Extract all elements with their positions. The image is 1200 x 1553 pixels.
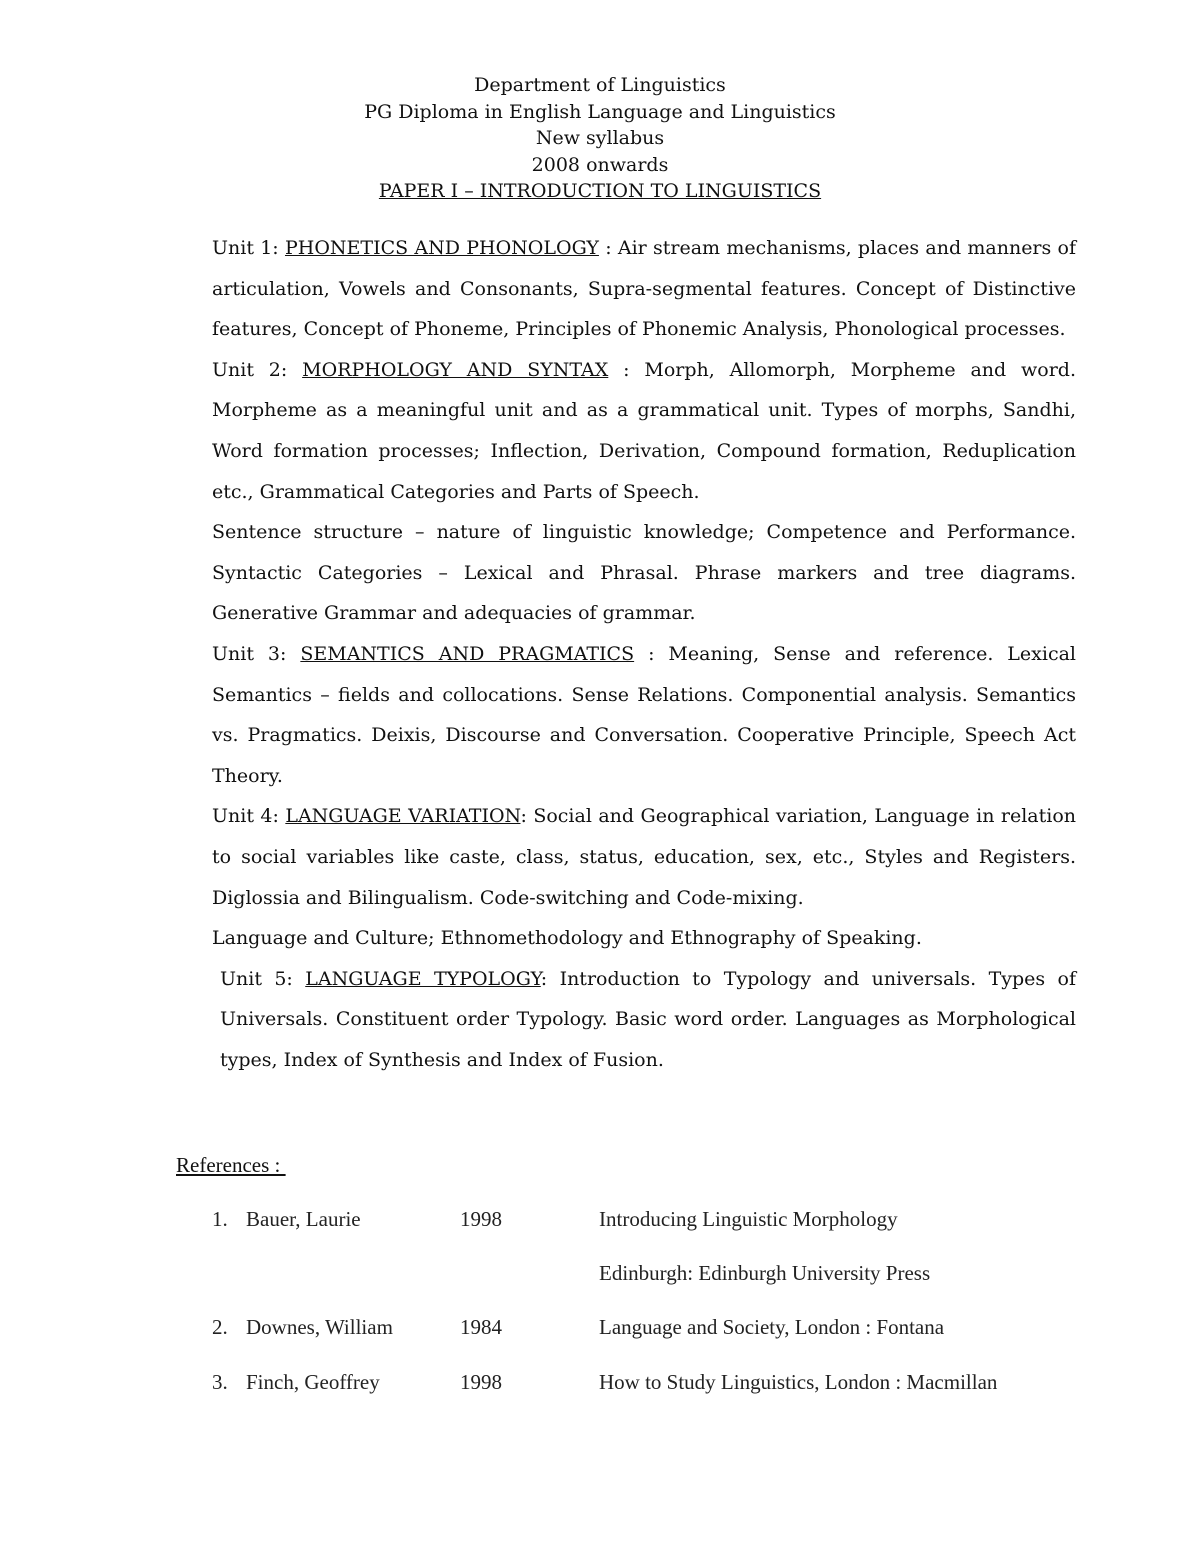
unit-1 <box>212 228 1076 350</box>
syllabus-body <box>212 228 1076 1080</box>
program-title: PG Diploma in English Language and Linguistics <box>364 100 836 123</box>
unit-4 <box>212 796 1076 918</box>
reference-number: 3. <box>212 1370 228 1394</box>
reference-year: 1998 <box>460 1207 502 1231</box>
unit-description: : Air stream mechanisms, places and manners of articulation, Vowels and Consonants, Supra-segmental features. Concept of Distinctive features, Concept of Phoneme, Principles of Phonemic Analysis, Phonological processes. <box>212 237 1077 341</box>
unit-label: Unit 1: <box>212 237 285 259</box>
year-label: 2008 onwards <box>531 153 669 176</box>
unit-2 <box>212 350 1076 512</box>
reference-author: Bauer, Laurie <box>246 1207 361 1231</box>
paper-title: PAPER I – INTRODUCTION TO LINGUISTICS <box>378 180 822 202</box>
reference-year: 1998 <box>460 1370 502 1394</box>
unit-3 <box>212 634 1076 796</box>
unit-4-continuation: Language and Culture; Ethnomethodology and Ethnography of Speaking. <box>212 927 922 950</box>
reference-item <box>0 1370 1200 1400</box>
reference-publisher: Edinburgh: Edinburgh University Press <box>599 1261 931 1285</box>
unit-label: Unit 5: <box>220 967 306 990</box>
reference-number: 1. <box>212 1207 228 1231</box>
unit-2-continuation: Sentence structure – nature of linguistic knowledge; Competence and Performance. Syntactic Categories – Lexical and Phrasal. Phrase markers and tree diagrams. Generative Grammar and adequacies of grammar. <box>212 521 1076 625</box>
unit-label: Unit 4: <box>212 805 286 828</box>
unit-title: SEMANTICS AND PRAGMATICS <box>300 642 635 665</box>
unit-description: : Meaning, Sense and reference. Lexical Semantics – fields and collocations. Sense Relations. Componential analysis. Semantics vs. Pragmatics. Deixis, Discourse and Conversation. Cooperative Principle, Speech Act Theory. <box>212 642 1077 787</box>
unit-title: MORPHOLOGY AND SYNTAX <box>302 358 609 381</box>
reference-year: 1984 <box>460 1315 502 1339</box>
unit-title: PHONETICS AND PHONOLOGY <box>284 237 599 259</box>
reference-item <box>0 1315 1200 1345</box>
reference-title: How to Study Linguistics, London : Macmillan <box>599 1370 998 1394</box>
unit-label: Unit 3: <box>212 642 301 665</box>
unit-description: : Social and Geographical variation, Language in relation to social variables like caste, class, status, education, sex, etc., Styles and Registers. Diglossia and Bilingualism. Code-switching and Code-mixing. <box>212 805 1076 909</box>
reference-number: 2. <box>212 1315 228 1339</box>
unit-description: : Introduction to Typology and universals. Types of Universals. Constituent order Typology. Basic word order. Languages as Morphological types, Index of Synthesis and Index of Fusion. <box>220 967 1077 1071</box>
reference-author: Finch, Geoffrey <box>246 1370 380 1394</box>
reference-item-continuation <box>0 1261 1200 1291</box>
unit-title: LANGUAGE VARIATION <box>285 805 521 828</box>
reference-title: Language and Society, London : Fontana <box>599 1315 945 1339</box>
unit-label: Unit 2: <box>212 358 303 381</box>
syllabus-label: New syllabus <box>535 127 665 149</box>
unit-description: : Morph, Allomorph, Morpheme and word. Morpheme as a meaningful unit and as a grammatical unit. Types of morphs, Sandhi, Word formation processes; Inflection, Derivation, Compound formation, Reduplication etc., Grammatical Categories and Parts of Speech. <box>212 358 1076 503</box>
document-header <box>0 72 1200 205</box>
unit-title: LANGUAGE TYPOLOGY <box>305 967 541 990</box>
references-heading: References : <box>176 1153 286 1177</box>
department-title: Department of Linguistics <box>474 74 726 96</box>
unit-5 <box>212 959 1076 1081</box>
reference-item <box>0 1207 1200 1237</box>
reference-author: Downes, William <box>246 1315 393 1339</box>
reference-title: Introducing Linguistic Morphology <box>599 1207 898 1231</box>
